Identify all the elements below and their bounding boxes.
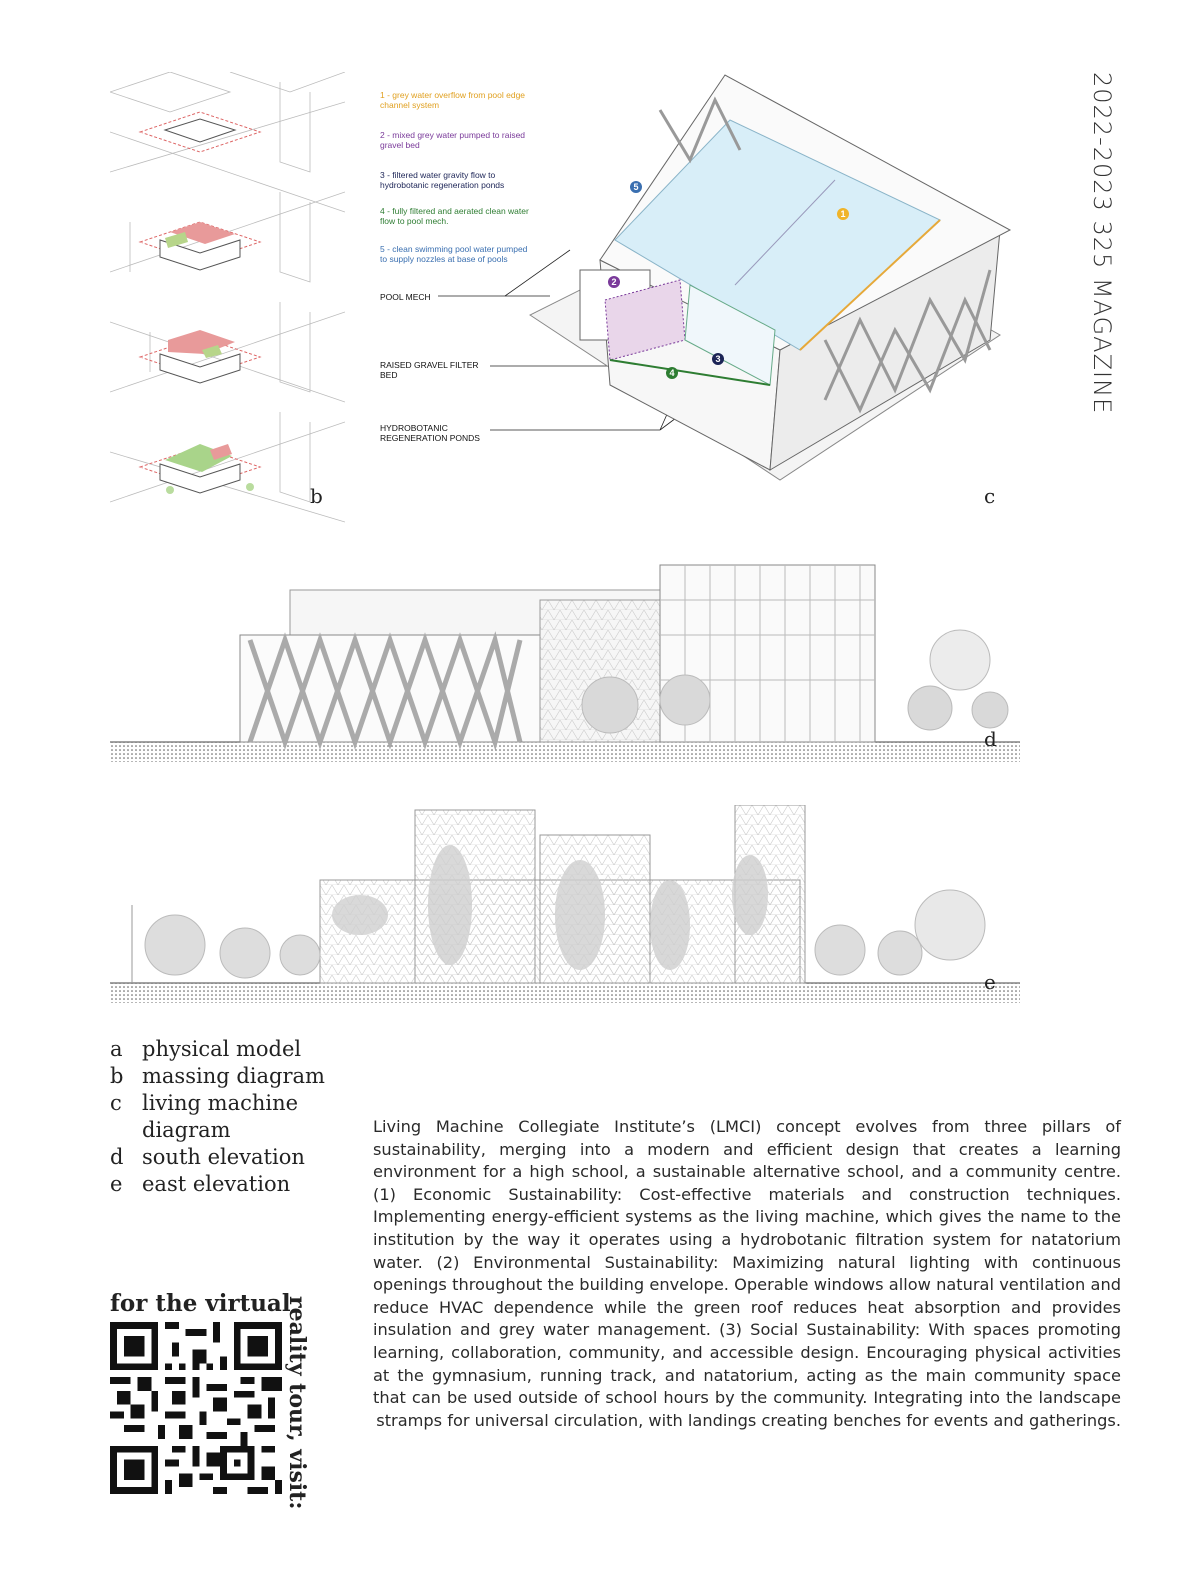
caption-key: c xyxy=(110,1091,122,1115)
caption-key: b xyxy=(110,1064,124,1088)
callout-ponds: HYDROBOTANIC REGENERATION PONDS xyxy=(380,423,480,443)
caption-row xyxy=(110,1090,350,1144)
caption-key: d xyxy=(110,1145,124,1169)
legend-item-5: 5 - clean swimming pool water pumped to supply nozzles at base of pools xyxy=(380,244,528,264)
caption-row xyxy=(110,1036,350,1063)
caption-row xyxy=(110,1063,350,1090)
legend-item-3: 3 - filtered water gravity flow to hydrobotanic regeneration ponds xyxy=(380,170,505,190)
marker-3: 3 xyxy=(715,354,721,364)
east-elevation xyxy=(110,805,1020,1005)
south-elevation xyxy=(110,560,1020,765)
marker-4: 4 xyxy=(669,368,675,378)
caption-row xyxy=(110,1144,350,1171)
living-machine-diagram xyxy=(430,70,1020,490)
magazine-title xyxy=(1082,72,1122,415)
caption-text: physical model xyxy=(142,1037,302,1061)
virtual-tour-heading: for the virtual xyxy=(110,1290,291,1317)
massing-diagram xyxy=(110,72,345,524)
callout-gravel-bed: RAISED GRAVEL FILTER BED xyxy=(380,360,479,380)
project-description xyxy=(373,1116,1121,1432)
legend-item-4: 4 - fully filtered and aerated clean water flow to pool mech. xyxy=(380,206,529,226)
legend-item-1: 1 - grey water overflow from pool edge channel system xyxy=(380,90,526,110)
magazine-title-text: 2022-2023 325 MAGAZINE xyxy=(1088,72,1116,415)
caption-text: south elevation xyxy=(142,1145,305,1169)
description-paragraph: Living Machine Collegiate Institute’s (LMCI) concept evolves from three pillars of sustainability, merging into a modern and efficient design that creates a learning environment for a high school, a sustainable alternative school, and a community centre. (1) Economic Sustainability: Cost-effective materials and construction techniques. Implementing energy-efficient systems as the living machine, which gives the name to the institution by the way it operates using a hydrobotanic filtration system for natatorium water. (2) Environmental Sustainability: Maximizing natural lighting with continuous openings throughout the building envelope. Operable windows allow natural ventilation and reduce HVAC dependence while the green roof reduces heat absorption and provides insulation and grey water management. (3) Social Sustainability: With spaces promoting learning, collaboration, community, and accessible design. Encouraging physical activities at the gymnasium, running track, and natatorium, acting as the main community space that can be used outside of school hours by the community. Integrating into the landscape stramps for universal circulation, with landings creating benches for events and gatherings. xyxy=(373,1117,1121,1430)
marker-5: 5 xyxy=(633,182,639,192)
virtual-tour-side xyxy=(284,1296,314,1510)
caption-key: e xyxy=(110,1172,123,1196)
caption-key: a xyxy=(110,1037,123,1061)
caption-text: massing diagram xyxy=(142,1064,325,1088)
marker-2: 2 xyxy=(611,277,617,287)
figure-letter-d: d xyxy=(984,727,997,751)
marker-1: 1 xyxy=(840,209,846,219)
caption-row xyxy=(110,1171,350,1198)
callout-pool-mech: POOL MECH xyxy=(380,292,431,302)
figure-letter-c: c xyxy=(984,484,996,508)
figure-letter-b: b xyxy=(310,484,323,508)
legend-item-2: 2 - mixed grey water pumped to raised gravel bed xyxy=(380,130,526,150)
caption-text: living machine diagram xyxy=(142,1091,299,1142)
virtual-tour-side-text: reality tour, visit: xyxy=(284,1296,310,1510)
figure-letter-e: e xyxy=(984,970,996,994)
caption-text: east elevation xyxy=(142,1172,291,1196)
qr-code[interactable] xyxy=(110,1322,282,1494)
figure-captions xyxy=(110,1036,350,1198)
